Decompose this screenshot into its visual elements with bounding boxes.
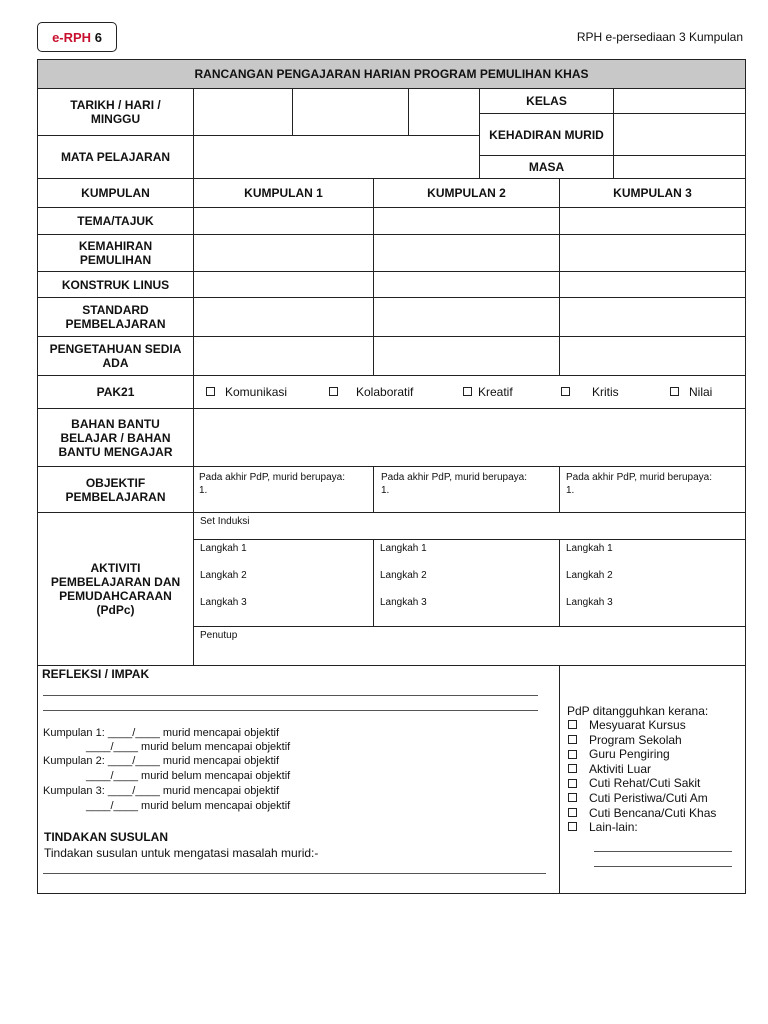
pak21-options [193, 375, 746, 409]
checkbox-icon [561, 387, 570, 396]
kemahiran-field-3[interactable] [559, 234, 746, 272]
erph-badge [37, 22, 117, 52]
masa-field[interactable] [613, 155, 746, 179]
checkbox-icon [670, 387, 679, 396]
konstruk-field-2[interactable] [373, 271, 560, 298]
pengetahuan-field-3[interactable] [559, 336, 746, 376]
langkah-field-1[interactable]: Langkah 1 Langkah 2 Langkah 3 [193, 539, 374, 627]
mata-pelajaran-field[interactable] [193, 135, 480, 179]
checkbox-icon [206, 387, 215, 396]
checkbox-icon [568, 764, 577, 773]
objektif-field-3[interactable]: Pada akhir PdP, murid berupaya: 1. [559, 466, 746, 513]
standard-field-2[interactable] [373, 297, 560, 337]
label-tema: TEMA/TAJUK [37, 207, 194, 235]
pak21-komunikasi[interactable]: Komunikasi [206, 385, 287, 399]
objektif-field-1[interactable]: Pada akhir PdP, murid berupaya: 1. [193, 466, 374, 513]
divider [43, 873, 546, 874]
label-standard: STANDARD PEMBELAJARAN [37, 297, 194, 337]
hari-field[interactable] [292, 88, 409, 136]
kemahiran-field-1[interactable] [193, 234, 374, 272]
pengetahuan-field-2[interactable] [373, 336, 560, 376]
tema-field-2[interactable] [373, 207, 560, 235]
checkbox-icon [329, 387, 338, 396]
label-pengetahuan: PENGETAHUAN SEDIA ADA [37, 336, 194, 376]
pengetahuan-field-1[interactable] [193, 336, 374, 376]
label-pak21: PAK21 [37, 375, 194, 409]
standard-field-1[interactable] [193, 297, 374, 337]
kelas-field[interactable] [613, 88, 746, 114]
pdp-option[interactable]: Cuti Peristiwa/Cuti Am [568, 791, 716, 806]
group-header-3: KUMPULAN 3 [559, 178, 746, 208]
label-kemahiran: KEMAHIRAN PEMULIHAN [37, 234, 194, 272]
pdp-option[interactable]: Guru Pengiring [568, 747, 716, 762]
kemahiran-field-2[interactable] [373, 234, 560, 272]
refleksi-line-4: ____/____ murid belum mencapai objektif [86, 770, 291, 782]
lain-lain-line [594, 866, 732, 867]
pdp-option[interactable]: Aktiviti Luar [568, 762, 716, 777]
badge-number: 6 [94, 29, 102, 45]
label-aktiviti: AKTIVITI PEMBELAJARAN DAN PEMUDAHCARAAN (PdPc) [37, 512, 194, 666]
pak21-kolaboratif[interactable]: Kolaboratif [329, 385, 413, 399]
label-tarikh: TARIKH / HARI / MINGGU [37, 88, 194, 136]
standard-field-3[interactable] [559, 297, 746, 337]
label-masa: MASA [479, 155, 614, 179]
label-kelas: KELAS [479, 88, 614, 114]
group-header-1: KUMPULAN 1 [193, 178, 374, 208]
refleksi-line-1: Kumpulan 1: ____/____ murid mencapai objektif [43, 727, 280, 739]
group-header-2: KUMPULAN 2 [373, 178, 560, 208]
pdp-option[interactable]: Mesyuarat Kursus [568, 718, 716, 733]
pak21-nilai[interactable]: Nilai [670, 385, 712, 399]
penutup-field[interactable]: Penutup [193, 626, 746, 666]
checkbox-icon [463, 387, 472, 396]
badge-prefix: e-RPH [52, 29, 92, 45]
pdp-option[interactable]: Lain-lain: [568, 820, 716, 835]
label-konstruk: KONSTRUK LINUS [37, 271, 194, 298]
pdp-option[interactable]: Cuti Rehat/Cuti Sakit [568, 776, 716, 791]
tindakan-text: Tindakan susulan untuk mengatasi masalah murid:- [44, 846, 319, 860]
tema-field-1[interactable] [193, 207, 374, 235]
tarikh-field[interactable] [193, 88, 293, 136]
langkah-field-3[interactable]: Langkah 1 Langkah 2 Langkah 3 [559, 539, 746, 627]
refleksi-panel [37, 665, 560, 894]
label-objektif: OBJEKTIF PEMBELAJARAN [37, 466, 194, 513]
pdp-list [568, 718, 716, 835]
konstruk-field-3[interactable] [559, 271, 746, 298]
tindakan-title: TINDAKAN SUSULAN [44, 830, 168, 844]
pdp-option[interactable]: Cuti Bencana/Cuti Khas [568, 806, 716, 821]
refleksi-line-3: Kumpulan 2: ____/____ murid mencapai objektif [43, 755, 280, 767]
pdp-panel [559, 665, 746, 894]
objektif-field-2[interactable]: Pada akhir PdP, murid berupaya: 1. [373, 466, 560, 513]
checkbox-icon [568, 750, 577, 759]
checkbox-icon [568, 720, 577, 729]
refleksi-line-6: ____/____ murid belum mencapai objektif [86, 800, 291, 812]
divider [43, 695, 538, 696]
checkbox-icon [568, 779, 577, 788]
bahan-bantu-field[interactable] [193, 408, 746, 467]
konstruk-field-1[interactable] [193, 271, 374, 298]
kehadiran-field[interactable] [613, 113, 746, 156]
checkbox-icon [568, 822, 577, 831]
pdp-option[interactable]: Program Sekolah [568, 733, 716, 748]
checkbox-icon [568, 735, 577, 744]
label-bahan-bantu: BAHAN BANTU BELAJAR / BAHAN BANTU MENGAJAR [37, 408, 194, 467]
label-kumpulan: KUMPULAN [37, 178, 194, 208]
checkbox-icon [568, 808, 577, 817]
pak21-kritis[interactable]: Kritis [561, 385, 619, 399]
tema-field-3[interactable] [559, 207, 746, 235]
label-kehadiran: KEHADIRAN MURID [479, 113, 614, 156]
langkah-field-2[interactable]: Langkah 1 Langkah 2 Langkah 3 [373, 539, 560, 627]
form-title: RANCANGAN PENGAJARAN HARIAN PROGRAM PEMULIHAN KHAS [37, 59, 746, 89]
refleksi-title: REFLEKSI / IMPAK [42, 667, 150, 681]
refleksi-line-5: Kumpulan 3: ____/____ murid mencapai objektif [43, 785, 280, 797]
document-name: RPH e-persediaan 3 Kumpulan [576, 30, 743, 44]
pdp-title: PdP ditangguhkan kerana: [567, 704, 709, 718]
divider [43, 710, 538, 711]
label-mata-pelajaran: MATA PELAJARAN [37, 135, 194, 179]
checkbox-icon [568, 793, 577, 802]
lain-lain-line [594, 851, 732, 852]
refleksi-line-2: ____/____ murid belum mencapai objektif [86, 741, 291, 753]
pak21-kreatif[interactable]: Kreatif [463, 385, 513, 399]
minggu-field[interactable] [408, 88, 480, 136]
set-induksi-field[interactable]: Set Induksi [193, 512, 746, 540]
